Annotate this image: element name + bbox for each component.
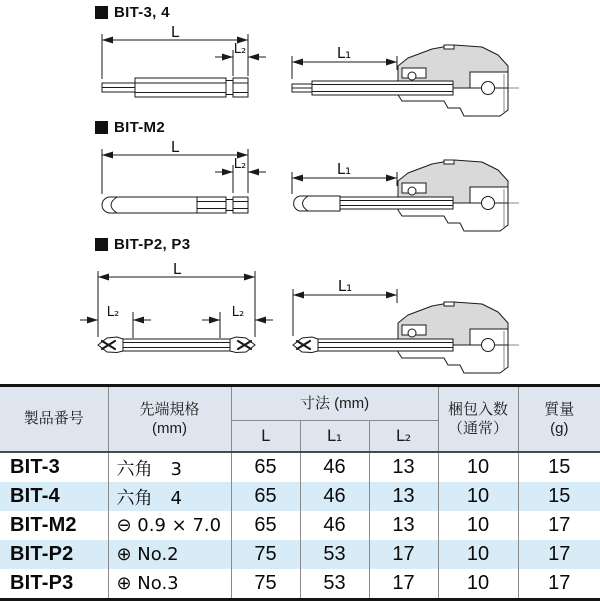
dim-label-L2: L₂ (233, 157, 247, 172)
section-marker-icon (95, 238, 108, 251)
cell-dim-L1: 46 (300, 452, 369, 482)
cell-dim-L2: 13 (369, 482, 438, 511)
cell-dim-L2: 17 (369, 569, 438, 600)
slotted-bit-in-socket (294, 196, 453, 211)
cell-product: BIT-4 (0, 482, 108, 511)
socket-icon (398, 302, 519, 373)
slotted-bit-drawing (102, 197, 248, 213)
cell-product: BIT-M2 (0, 511, 108, 540)
dim-label-L2-right: L₂ (231, 305, 245, 320)
cell-dim-L: 65 (231, 482, 300, 511)
header-mass (518, 386, 600, 453)
cell-mass: 15 (518, 482, 600, 511)
cell-product: BIT-P2 (0, 540, 108, 569)
drawing-bit-p2-p3 (0, 258, 600, 382)
cell-dim-L2: 13 (369, 511, 438, 540)
dim-label-L1: L₁ (337, 277, 353, 295)
header-mass-line1: 質量 (544, 400, 575, 418)
cell-dim-L2: 13 (369, 452, 438, 482)
cell-tip-spec: ⊖ 0.9 × 7.0 (108, 511, 231, 540)
section-marker-icon (95, 121, 108, 134)
section-label-bit-m2 (95, 119, 165, 135)
header-product (0, 386, 108, 453)
header-dim-L1: L₁ (300, 421, 369, 453)
section-label-bit-p2-p3 (95, 236, 190, 252)
drawing-bit-m2 (0, 140, 600, 238)
table-row (0, 482, 600, 511)
section-label-bit-3-4 (95, 4, 170, 20)
header-dimensions: 寸法 (mm) (231, 386, 438, 421)
table-row (0, 511, 600, 540)
header-package-qty (438, 386, 518, 453)
header-tip-spec (108, 386, 231, 453)
cell-mass: 15 (518, 452, 600, 482)
hex-bit-in-socket (292, 81, 453, 95)
dim-label-L2-left: L₂ (106, 305, 120, 320)
section-label-text: BIT-P2, P3 (114, 235, 191, 253)
socket-icon (398, 160, 519, 231)
cell-package-qty: 10 (438, 482, 518, 511)
phillips-bit-drawing (98, 337, 255, 353)
cell-product: BIT-P3 (0, 569, 108, 600)
header-dim-L2: L₂ (369, 421, 438, 453)
cell-tip-spec: ⊕ No.3 (108, 569, 231, 600)
cell-dim-L: 75 (231, 540, 300, 569)
dim-label-L1: L₁ (336, 44, 352, 62)
section-marker-icon (95, 6, 108, 19)
cell-package-qty: 10 (438, 511, 518, 540)
dim-label-L1: L₁ (336, 160, 352, 178)
cell-mass: 17 (518, 569, 600, 600)
cell-dim-L2: 17 (369, 540, 438, 569)
cell-mass: 17 (518, 511, 600, 540)
cell-dim-L: 75 (231, 569, 300, 600)
cell-dim-L1: 53 (300, 569, 369, 600)
section-label-text: BIT-M2 (114, 118, 165, 136)
dim-label-L: L (170, 140, 180, 156)
cell-dim-L: 65 (231, 452, 300, 482)
hex-bit-drawing (102, 78, 248, 97)
header-package-line1: 梱包入数 (448, 400, 509, 418)
header-product-text: 製品番号 (23, 410, 84, 428)
table-row (0, 452, 600, 482)
section-label-text: BIT-3, 4 (114, 3, 170, 21)
cell-product: BIT-3 (0, 452, 108, 482)
dim-label-L: L (172, 260, 182, 278)
spec-table (0, 384, 600, 601)
header-mass-line2: (g) (550, 420, 569, 437)
dim-label-L2: L₂ (233, 42, 247, 57)
cell-dim-L1: 53 (300, 540, 369, 569)
cell-tip-spec: 六角 4 (108, 482, 231, 511)
drawing-bit-3-4 (0, 26, 600, 122)
cell-tip-spec: ⊕ No.2 (108, 540, 231, 569)
table-header-row-1 (0, 386, 600, 421)
header-dim-L: L (231, 421, 300, 453)
cell-dim-L1: 46 (300, 511, 369, 540)
cell-tip-spec: 六角 3 (108, 452, 231, 482)
cell-package-qty: 10 (438, 540, 518, 569)
cell-package-qty: 10 (438, 569, 518, 600)
cell-mass: 17 (518, 540, 600, 569)
header-tip-spec-line2: (mm) (152, 420, 187, 437)
header-tip-spec-line1: 先端規格 (139, 400, 200, 418)
table-row (0, 569, 600, 600)
cell-dim-L: 65 (231, 511, 300, 540)
phillips-bit-in-socket (293, 337, 453, 353)
dim-label-L: L (170, 26, 180, 41)
cell-package-qty: 10 (438, 452, 518, 482)
cell-dim-L1: 46 (300, 482, 369, 511)
header-package-line2: （通常） (448, 420, 509, 437)
table-row (0, 540, 600, 569)
